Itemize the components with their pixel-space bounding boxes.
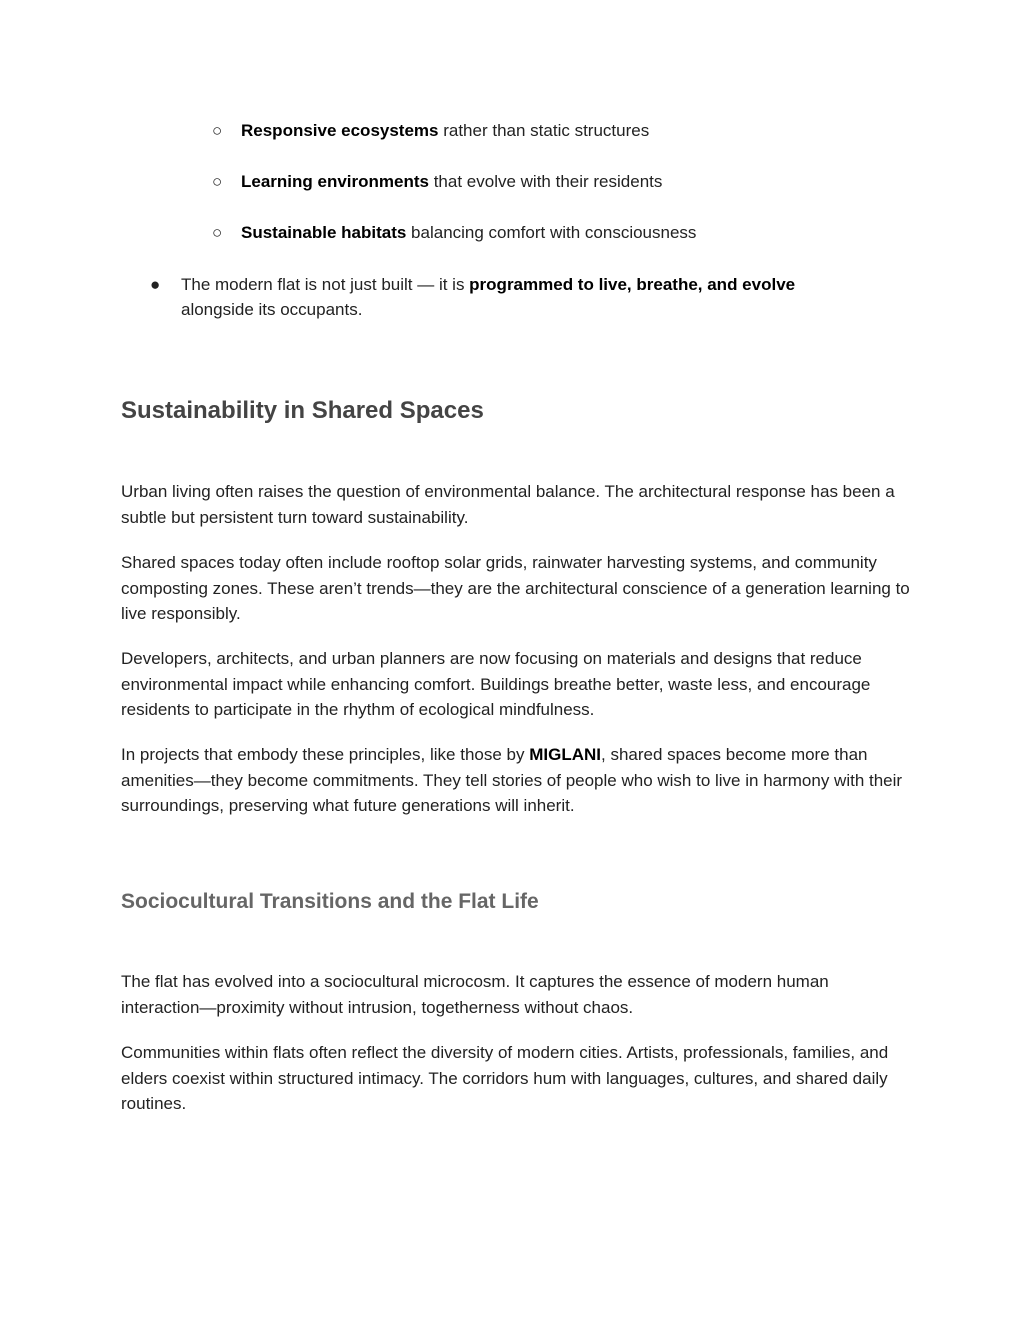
item-bold: programmed to live, breathe, and evolve (469, 275, 796, 294)
item-text: The modern flat is not just built — it is (181, 275, 470, 294)
item-bold: Learning environments (241, 172, 429, 191)
hollow-bullet-icon: ○ (212, 172, 223, 191)
paragraph: The flat has evolved into a sociocultural microcosm. It captures the essence of modern human interaction—proximity without intrusion, togetherness without chaos. (121, 972, 829, 1017)
hollow-bullet-icon: ○ (212, 121, 223, 140)
paragraph: Urban living often raises the question of environmental balance. The architectural response has been a subtle but persistent turn toward sustainability. (121, 482, 895, 527)
paragraph: Shared spaces today often include rooftop solar grids, rainwater harvesting systems, and community composting zones. These aren’t trends—they are the architectural conscience of a generation learning to live responsibly. (121, 553, 910, 623)
item-text: balancing comfort with consciousness (406, 223, 697, 242)
heading-sociocultural: Sociocultural Transitions and the Flat Life (121, 890, 539, 913)
item-text: rather than static structures (438, 121, 650, 140)
bullet-icon: ● (150, 275, 161, 294)
item-text: alongside its occupants. (181, 300, 363, 319)
item-bold: Sustainable habitats (241, 223, 407, 242)
paragraph-text: In projects that embody these principles, like those by (121, 745, 530, 764)
heading-sustainability: Sustainability in Shared Spaces (121, 397, 484, 424)
paragraph: Communities within flats often reflect the diversity of modern cities. Artists, professionals, families, and elders coexist within structured intimacy. The corridors hum with languages, cultures, and shared daily routines. (121, 1043, 889, 1113)
list-item (150, 272, 870, 322)
item-text: that evolve with their residents (428, 172, 663, 191)
item-bold: Responsive ecosystems (241, 121, 439, 140)
paragraph (121, 742, 911, 819)
paragraph: Developers, architects, and urban planners are now focusing on materials and designs that reduce environmental impact while enhancing comfort. Buildings breathe better, waste less, and encourage residents to participate in the rhythm of ecological mindfulness. (121, 649, 871, 719)
paragraph-text: , shared spaces become more than amenities—they become commitments. They tell stories of people who wish to live in harmony with their surroundings, preserving what future generations will inherit. (121, 745, 903, 815)
hollow-bullet-icon: ○ (212, 223, 223, 242)
brand-name: MIGLANI (529, 745, 601, 764)
